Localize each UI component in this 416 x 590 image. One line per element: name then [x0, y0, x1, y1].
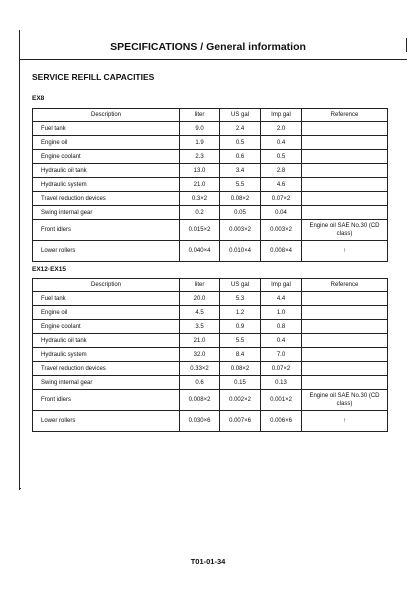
cell-us-gal: 5.3	[220, 292, 261, 306]
table-row	[33, 306, 388, 320]
column-header-imp-gal: Imp gal	[261, 279, 302, 292]
cell-description: Hydraulic system	[33, 178, 180, 192]
table-row	[33, 320, 388, 334]
cell-description: Hydraulic system	[33, 348, 180, 362]
table-header-row	[33, 279, 388, 292]
cell-us-gal: 5.5	[220, 334, 261, 348]
table-row	[33, 241, 388, 262]
cell-description: Engine oil	[33, 306, 180, 320]
cell-imp-gal: 0.003×2	[261, 220, 302, 241]
cell-description: Front idlers	[33, 220, 180, 241]
cell-imp-gal: 0.4	[261, 136, 302, 150]
capacity-table-ex8	[32, 108, 388, 262]
cell-imp-gal: 0.4	[261, 334, 302, 348]
cell-liter: 4.5	[180, 306, 220, 320]
cell-imp-gal: 0.07×2	[261, 192, 302, 206]
section-title: SERVICE REFILL CAPACITIES	[32, 72, 155, 82]
cell-liter: 2.3	[180, 150, 220, 164]
table-row	[33, 411, 388, 432]
cell-imp-gal: 0.006×6	[261, 411, 302, 432]
cell-imp-gal: 2.0	[261, 122, 302, 136]
cell-us-gal: 0.010×4	[220, 241, 261, 262]
cell-reference: ↑	[302, 241, 388, 262]
table-header-row	[33, 109, 388, 122]
cell-us-gal: 1.2	[220, 306, 261, 320]
cell-imp-gal: 0.13	[261, 376, 302, 390]
cell-imp-gal: 0.5	[261, 150, 302, 164]
column-header-us-gal: US gal	[220, 109, 261, 122]
cell-description: Swing internal gear	[33, 376, 180, 390]
page-id: T01-01-34	[190, 557, 226, 566]
cell-description: Fuel tank	[33, 292, 180, 306]
cell-imp-gal: 0.04	[261, 206, 302, 220]
cell-liter: 0.008×2	[180, 390, 220, 411]
column-header-reference: Reference	[302, 279, 388, 292]
cell-description: Lower rollers	[33, 411, 180, 432]
cell-liter: 21.0	[180, 334, 220, 348]
cell-imp-gal: 0.07×2	[261, 362, 302, 376]
column-header-reference: Reference	[302, 109, 388, 122]
cell-reference: Engine oil SAE No.30 (CD class)	[302, 220, 388, 241]
cell-reference	[302, 376, 388, 390]
cell-reference	[302, 292, 388, 306]
cell-liter: 32.0	[180, 348, 220, 362]
cell-us-gal: 0.9	[220, 320, 261, 334]
table-row	[33, 292, 388, 306]
cell-liter: 13.0	[180, 164, 220, 178]
footer-rule	[19, 488, 21, 489]
table-row	[33, 220, 388, 241]
cell-description: Travel reduction devices	[33, 362, 180, 376]
cell-us-gal: 0.6	[220, 150, 261, 164]
column-header-description: Description	[33, 279, 180, 292]
cell-us-gal: 0.003×2	[220, 220, 261, 241]
cell-description: Engine oil	[33, 136, 180, 150]
cell-us-gal: 0.08×2	[220, 192, 261, 206]
cell-reference	[302, 136, 388, 150]
cell-us-gal: 2.4	[220, 122, 261, 136]
column-header-liter: liter	[180, 279, 220, 292]
table-row	[33, 362, 388, 376]
table-row	[33, 122, 388, 136]
table-row	[33, 178, 388, 192]
cell-reference: ↑	[302, 411, 388, 432]
table-row	[33, 390, 388, 411]
cell-us-gal: 0.002×2	[220, 390, 261, 411]
column-header-description: Description	[33, 109, 180, 122]
cell-us-gal: 0.08×2	[220, 362, 261, 376]
cell-imp-gal: 0.8	[261, 320, 302, 334]
table-row	[33, 206, 388, 220]
cell-us-gal: 0.05	[220, 206, 261, 220]
capacity-table-ex12-ex15	[32, 278, 388, 432]
cell-reference	[302, 192, 388, 206]
cell-imp-gal: 1.0	[261, 306, 302, 320]
cell-liter: 1.9	[180, 136, 220, 150]
cell-liter: 0.2	[180, 206, 220, 220]
table-row	[33, 192, 388, 206]
cell-liter: 0.3×2	[180, 192, 220, 206]
cell-reference	[302, 122, 388, 136]
cell-description: Front idlers	[33, 390, 180, 411]
model-label-ex12-ex15: EX12·EX15	[32, 266, 66, 273]
table-row	[33, 136, 388, 150]
cell-liter: 9.0	[180, 122, 220, 136]
cell-reference	[302, 348, 388, 362]
cell-liter: 20.0	[180, 292, 220, 306]
cell-liter: 0.33×2	[180, 362, 220, 376]
table-row	[33, 334, 388, 348]
column-header-liter: liter	[180, 109, 220, 122]
cell-description: Travel reduction devices	[33, 192, 180, 206]
cell-liter: 3.5	[180, 320, 220, 334]
cell-us-gal: 5.5	[220, 178, 261, 192]
cell-imp-gal: 0.001×2	[261, 390, 302, 411]
cell-imp-gal: 0.008×4	[261, 241, 302, 262]
cell-description: Engine coolant	[33, 320, 180, 334]
cell-imp-gal: 2.8	[261, 164, 302, 178]
cell-liter: 21.0	[180, 178, 220, 192]
cell-description: Hydraulic oil tank	[33, 334, 180, 348]
cell-reference	[302, 306, 388, 320]
cell-liter: 0.6	[180, 376, 220, 390]
cell-description: Engine coolant	[33, 150, 180, 164]
cell-description: Swing internal gear	[33, 206, 180, 220]
cell-us-gal: 8.4	[220, 348, 261, 362]
column-header-us-gal: US gal	[220, 279, 261, 292]
table-row	[33, 376, 388, 390]
cell-imp-gal: 7.0	[261, 348, 302, 362]
cell-us-gal: 3.4	[220, 164, 261, 178]
cell-imp-gal: 4.6	[261, 178, 302, 192]
model-label-ex8: EX8	[32, 95, 45, 102]
cell-reference	[302, 334, 388, 348]
column-header-imp-gal: Imp gal	[261, 109, 302, 122]
cell-reference	[302, 164, 388, 178]
table-row	[33, 348, 388, 362]
cell-reference: Engine oil SAE No.30 (CD class)	[302, 390, 388, 411]
cell-reference	[302, 150, 388, 164]
header-rule	[19, 59, 407, 60]
table-row	[33, 150, 388, 164]
cell-us-gal: 0.15	[220, 376, 261, 390]
cell-reference	[302, 178, 388, 192]
cell-us-gal: 0.007×6	[220, 411, 261, 432]
cell-liter: 0.015×2	[180, 220, 220, 241]
left-margin-rule	[19, 30, 20, 490]
cell-reference	[302, 206, 388, 220]
cell-liter: 0.030×6	[180, 411, 220, 432]
cell-reference	[302, 362, 388, 376]
page-header-title: SPECIFICATIONS / General information	[110, 41, 306, 53]
table-row	[33, 164, 388, 178]
cell-description: Lower rollers	[33, 241, 180, 262]
cell-us-gal: 0.5	[220, 136, 261, 150]
cell-description: Fuel tank	[33, 122, 180, 136]
cell-description: Hydraulic oil tank	[33, 164, 180, 178]
cell-reference	[302, 320, 388, 334]
cell-imp-gal: 4.4	[261, 292, 302, 306]
cell-liter: 0.040×4	[180, 241, 220, 262]
